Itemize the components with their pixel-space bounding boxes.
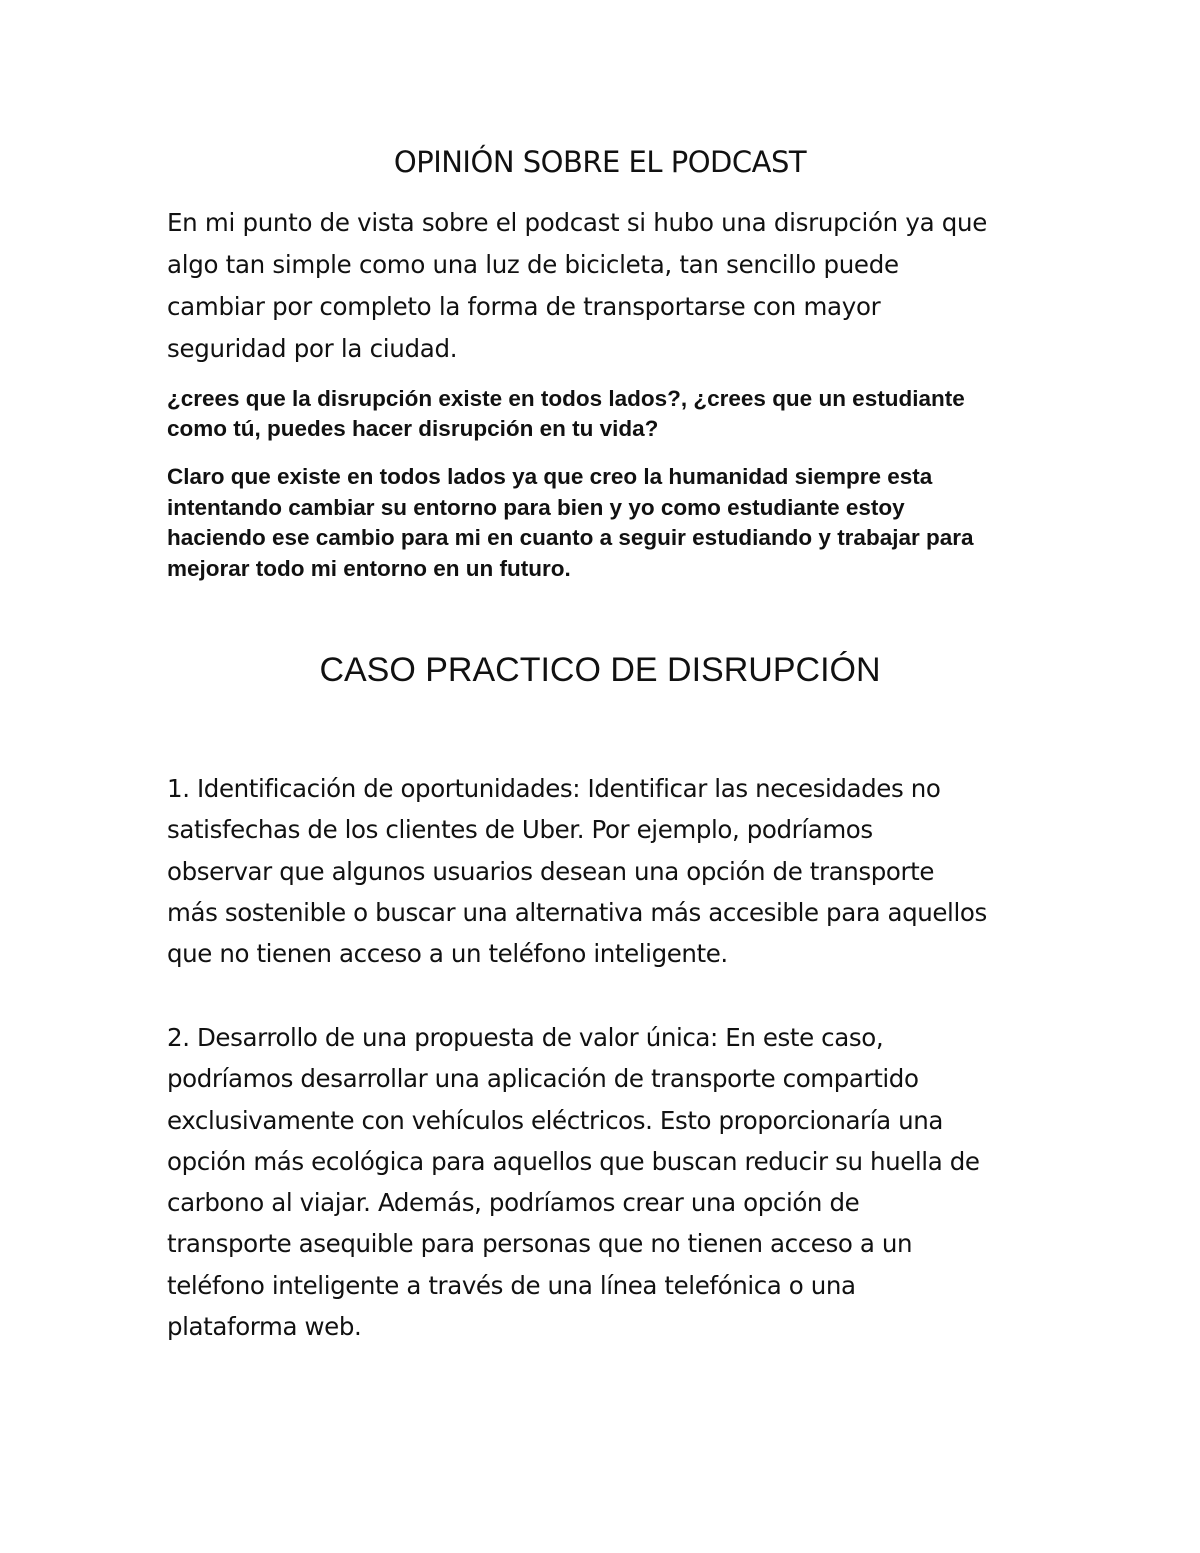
point-line: 1. Identificación de oportunidades: Identificar las necesidades no	[167, 774, 941, 803]
answer-line: mejorar todo mi entorno en un futuro.	[167, 555, 571, 581]
answer-line: haciendo ese cambio para mi en cuanto a seguir estudiando y trabajar para	[167, 525, 974, 550]
paragraph-line: seguridad por la ciudad.	[167, 334, 458, 363]
point-line: podríamos desarrollar una aplicación de transporte compartido	[167, 1064, 919, 1094]
answer-line: Claro que existe en todos lados ya que creo la humanidad siempre esta	[167, 464, 933, 489]
opinion-title: OPINIÓN SOBRE EL PODCAST	[393, 145, 807, 179]
point-line: opción más ecológica para aquellos que buscan reducir su huella de	[167, 1146, 980, 1176]
question-text	[167, 384, 1047, 444]
question-line: como tú, puedes hacer disrupción en tu vida?	[167, 416, 659, 441]
question-line: ¿crees que la disrupción existe en todos lados?, ¿crees que un estudiante	[167, 386, 965, 411]
paragraph-line: algo tan simple como una luz de bicicleta, tan sencillo puede	[167, 250, 899, 279]
answer-text	[167, 462, 1047, 584]
point-line: transporte asequible para personas que no tienen acceso a un	[167, 1229, 913, 1259]
case-title: CASO PRACTICO DE DISRUPCIÓN	[319, 651, 881, 689]
point-line: exclusivamente con vehículos eléctricos. Esto proporcionaría una	[167, 1105, 944, 1135]
point-line: carbono al viajar. Además, podríamos crear una opción de	[167, 1188, 860, 1218]
point-line: satisfechas de los clientes de Uber. Por ejemplo, podríamos	[167, 815, 873, 845]
case-point-2	[167, 1017, 1067, 1347]
point-line: teléfono inteligente a través de una línea telefónica o una	[167, 1270, 856, 1300]
opinion-paragraph	[167, 202, 1047, 370]
case-point-1	[167, 768, 1067, 974]
answer-line: intentando cambiar su entorno para bien y yo como estudiante estoy	[167, 494, 905, 520]
point-line: que no tienen acceso a un teléfono inteligente.	[167, 939, 728, 969]
paragraph-line: En mi punto de vista sobre el podcast si hubo una disrupción ya que	[167, 208, 988, 237]
paragraph-line: cambiar por completo la forma de transportarse con mayor	[167, 292, 881, 321]
point-line: más sostenible o buscar una alternativa más accesible para aquellos	[167, 897, 987, 927]
point-line: plataforma web.	[167, 1312, 362, 1342]
point-line: observar que algunos usuarios desean una opción de transporte	[167, 856, 935, 886]
point-line: 2. Desarrollo de una propuesta de valor única: En este caso,	[167, 1023, 884, 1052]
